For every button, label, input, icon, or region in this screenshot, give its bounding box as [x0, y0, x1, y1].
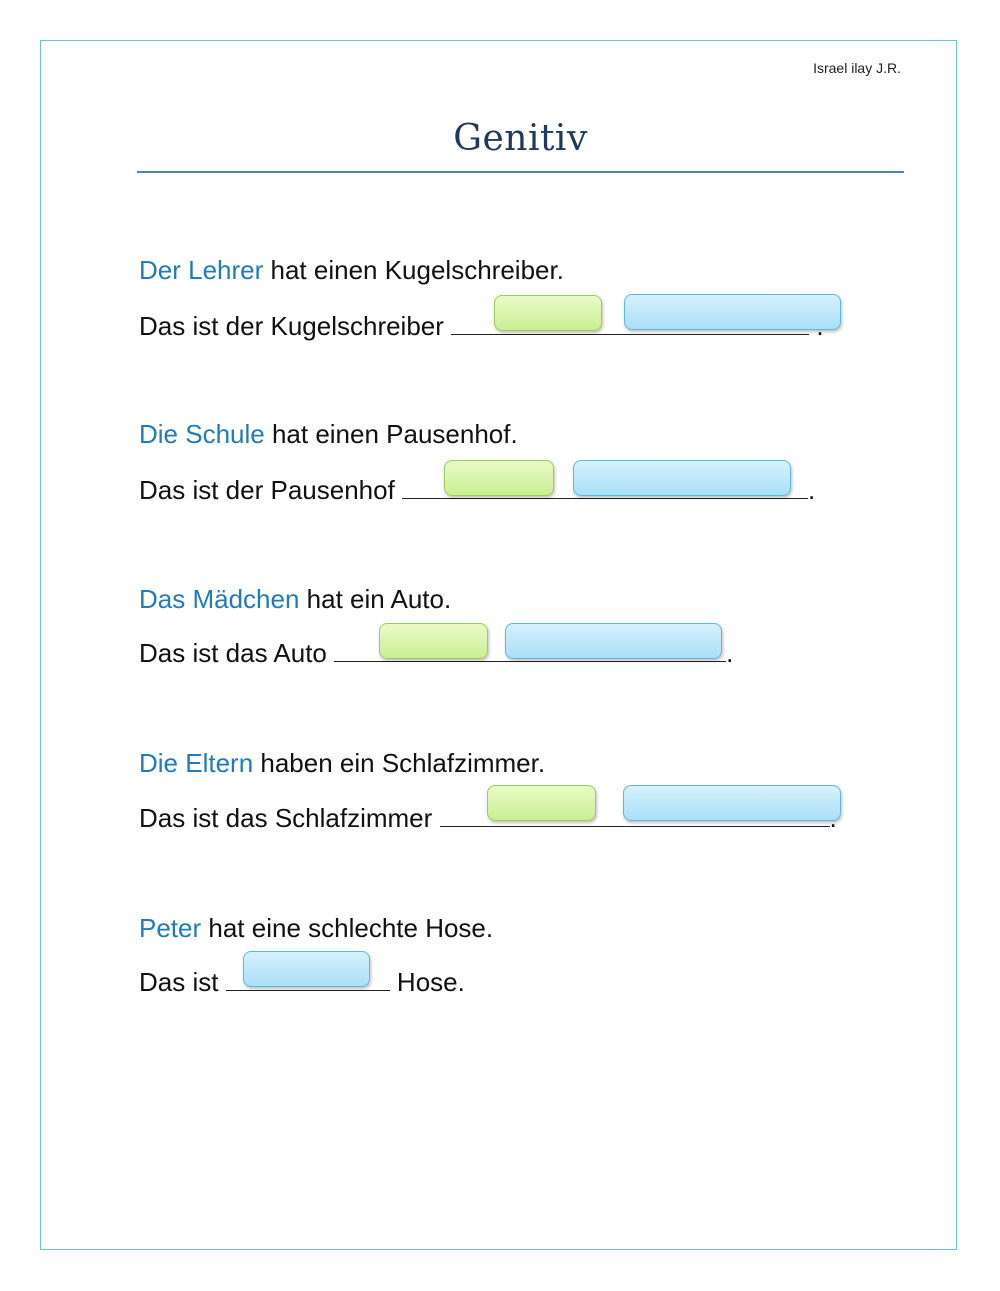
exercise-4-noun-dropzone[interactable] — [623, 785, 841, 821]
exercise-1-answer-prefix: Das ist der Kugelschreiber — [139, 311, 452, 341]
title-divider — [137, 171, 904, 173]
exercise-3-rest: hat ein Auto. — [299, 584, 452, 614]
exercise-3-article-dropzone[interactable] — [379, 623, 488, 659]
exercise-5-rest: hat eine schlechte Hose. — [201, 913, 494, 943]
exercise-3-noun-dropzone[interactable] — [505, 623, 722, 659]
exercise-1-rest: hat einen Kugelschreiber. — [263, 255, 564, 285]
exercise-1-sentence — [139, 255, 564, 285]
exercise-4-subject: Die Eltern — [139, 748, 254, 778]
exercise-3-answer-prefix: Das ist das Auto — [139, 638, 335, 668]
exercise-5-answer-prefix: Das ist — [139, 967, 226, 997]
author-name: Israel ilay J.R. — [813, 60, 901, 76]
exercise-4-rest: haben ein Schlafzimmer. — [253, 748, 546, 778]
exercise-3-subject: Das Mädchen — [139, 584, 300, 614]
exercise-3-answer-suffix: . — [726, 638, 734, 668]
exercise-5-answer-suffix: Hose. — [389, 967, 465, 997]
exercise-1-noun-dropzone[interactable] — [624, 294, 841, 330]
exercise-5-article-dropzone[interactable] — [243, 951, 370, 987]
exercise-2-answer-suffix: . — [808, 475, 816, 505]
exercise-5-sentence — [139, 913, 493, 943]
exercise-2-sentence — [139, 419, 518, 449]
exercise-4-article-dropzone[interactable] — [487, 785, 596, 821]
exercise-5-subject: Peter — [139, 913, 202, 943]
exercise-1-article-dropzone[interactable] — [494, 295, 602, 331]
exercise-2-answer-prefix: Das ist der Pausenhof — [139, 475, 403, 505]
exercise-2-rest: hat einen Pausenhof. — [264, 419, 518, 449]
exercise-4-answer-prefix: Das ist das Schlafzimmer — [139, 803, 440, 833]
exercise-1-subject: Der Lehrer — [139, 255, 264, 285]
exercise-2-noun-dropzone[interactable] — [573, 460, 791, 496]
exercise-2-article-dropzone[interactable] — [444, 460, 554, 496]
exercise-2-subject: Die Schule — [139, 419, 265, 449]
page-title: Genitiv — [453, 118, 588, 159]
exercise-3-sentence — [139, 584, 451, 614]
exercise-4-sentence — [139, 748, 545, 778]
